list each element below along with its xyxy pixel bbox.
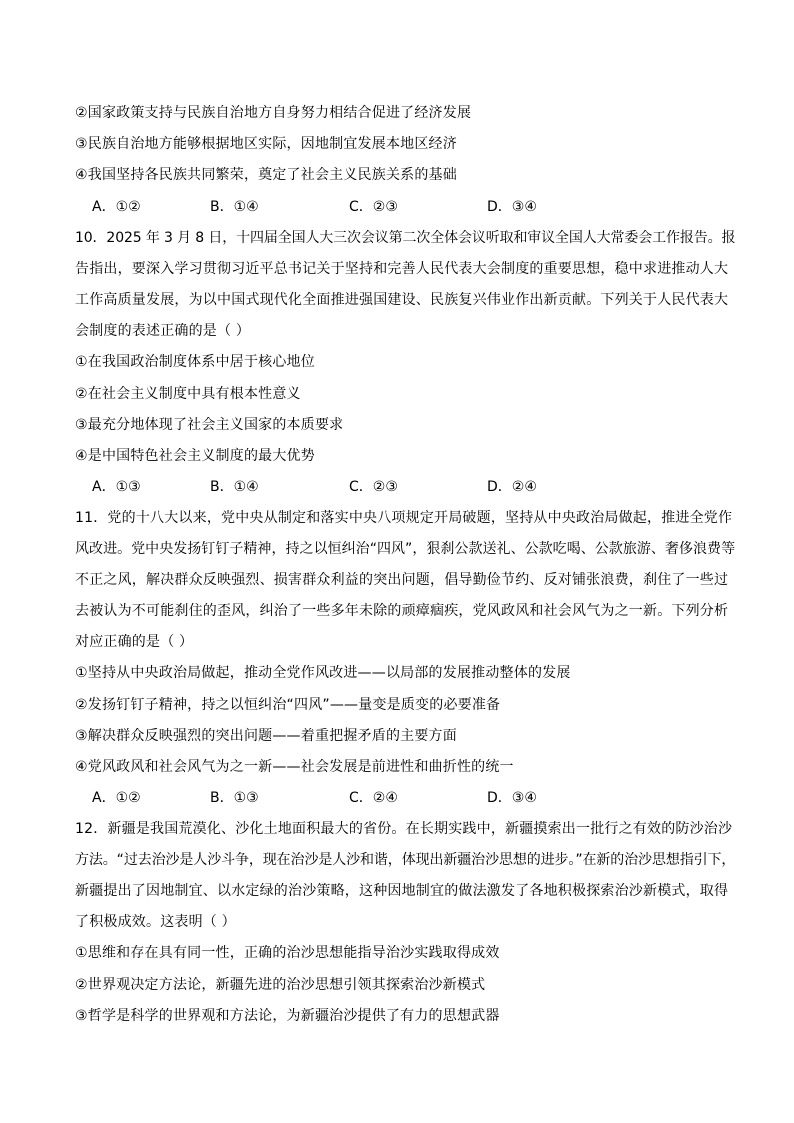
q10-option-b: B．①④ — [210, 479, 259, 495]
q10-item-4: ④是中国特色社会主义制度的最大优势 — [75, 448, 315, 464]
q9-item-2: ②国家政策支持与民族自治地方自身努力相结合促进了经济发展 — [75, 105, 472, 121]
q11-option-c: C．②④ — [349, 790, 398, 806]
q12-item-1: ①思维和存在具有同一性，正确的治沙思想能指导治沙实践取得成效 — [75, 945, 500, 961]
q11-stem-line: 去被认为不可能刹住的歪风，纠治了一些多年未除的顽瘴痼疾，党风政风和社会风气为之一新。下列分析 — [75, 603, 729, 619]
q10-item-1: ①在我国政治制度体系中居于核心地位 — [75, 354, 315, 370]
q10-item-2: ②在社会主义制度中具有根本性意义 — [75, 386, 301, 402]
q10-option-c: C．②③ — [349, 479, 398, 495]
q11-item-3: ③解决群众反映强烈的突出问题——着重把握矛盾的主要方面 — [75, 728, 457, 744]
q12-stem-line: 了积极成效。这表明（ ） — [75, 914, 236, 930]
q11-option-a: A．①② — [92, 790, 141, 806]
q11-item-1: ①坚持从中央政治局做起，推动全党作风改进——以局部的发展推动整体的发展 — [75, 665, 571, 681]
q9-item-4: ④我国坚持各民族共同繁荣，奠定了社会主义民族关系的基础 — [75, 167, 457, 183]
q10-stem-line: 告指出，要深入学习贯彻习近平总书记关于坚持和完善人民代表大会制度的重要思想，稳中求进推动人大 — [75, 261, 729, 277]
q10-option-a: A．①③ — [92, 479, 141, 495]
q12-item-2: ②世界观决定方法论，新疆先进的治沙思想引领其探索治沙新模式 — [75, 977, 486, 993]
q9-option-c: C．②③ — [349, 199, 398, 215]
q11-stem-line: 11．党的十八大以来，党中央从制定和落实中央八项规定开局破题，坚持从中央政治局做起，推进全党作 — [75, 510, 733, 526]
q12-item-3: ③哲学是科学的世界观和方法论，为新疆治沙提供了有力的思想武器 — [75, 1008, 500, 1024]
q10-stem-line: 工作高质量发展，为以中国式现代化全面推进强国建设、民族复兴伟业作出新贡献。下列关于人民代表大 — [75, 292, 729, 308]
q9-option-b: B．①④ — [210, 199, 259, 215]
q11-stem-line: 风改进。党中央发扬钉钉子精神，持之以恒纠治“四风”，狠刹公款送礼、公款吃喝、公款旅游、奢侈浪费等 — [75, 541, 736, 557]
q10-item-3: ③最充分地体现了社会主义国家的本质要求 — [75, 417, 344, 433]
q11-stem-line: 不正之风，解决群众反映强烈、损害群众利益的突出问题，倡导勤俭节约、反对铺张浪费，刹住了一些过 — [75, 572, 729, 588]
q11-stem-line: 对应正确的是（ ） — [75, 634, 194, 650]
q10-stem-line: 10．2025 年 3 月 8 日，十四届全国人大三次会议第二次全体会议听取和审议全国人大常委会工作报告。报 — [75, 230, 736, 246]
q9-option-a: A．①② — [92, 199, 141, 215]
q10-stem-line: 会制度的表述正确的是（ ） — [75, 323, 251, 339]
q11-option-b: B．①③ — [210, 790, 259, 806]
q9-option-d: D．③④ — [487, 199, 537, 215]
q12-stem-line: 方法。“过去治沙是人沙斗争，现在治沙是人沙和谐，体现出新疆治沙思想的进步。”在新的治沙思想指引下， — [75, 852, 736, 868]
q11-option-d: D．③④ — [487, 790, 537, 806]
q9-item-3: ③民族自治地方能够根据地区实际，因地制宜发展本地区经济 — [75, 136, 457, 152]
q10-option-d: D．②④ — [487, 479, 537, 495]
q12-stem-line: 12．新疆是我国荒漠化、沙化土地面积最大的省份。在长期实践中，新疆摸索出一批行之有效的防沙治沙 — [75, 821, 733, 837]
q11-item-4: ④党风政风和社会风气为之一新——社会发展是前进性和曲折性的统一 — [75, 759, 514, 775]
q11-item-2: ②发扬钉钉子精神，持之以恒纠治“四风”——量变是质变的必要准备 — [75, 697, 501, 713]
q12-stem-line: 新疆提出了因地制宜、以水定绿的治沙策略，这种因地制宜的做法激发了各地积极探索治沙新模式，取得 — [75, 883, 729, 899]
